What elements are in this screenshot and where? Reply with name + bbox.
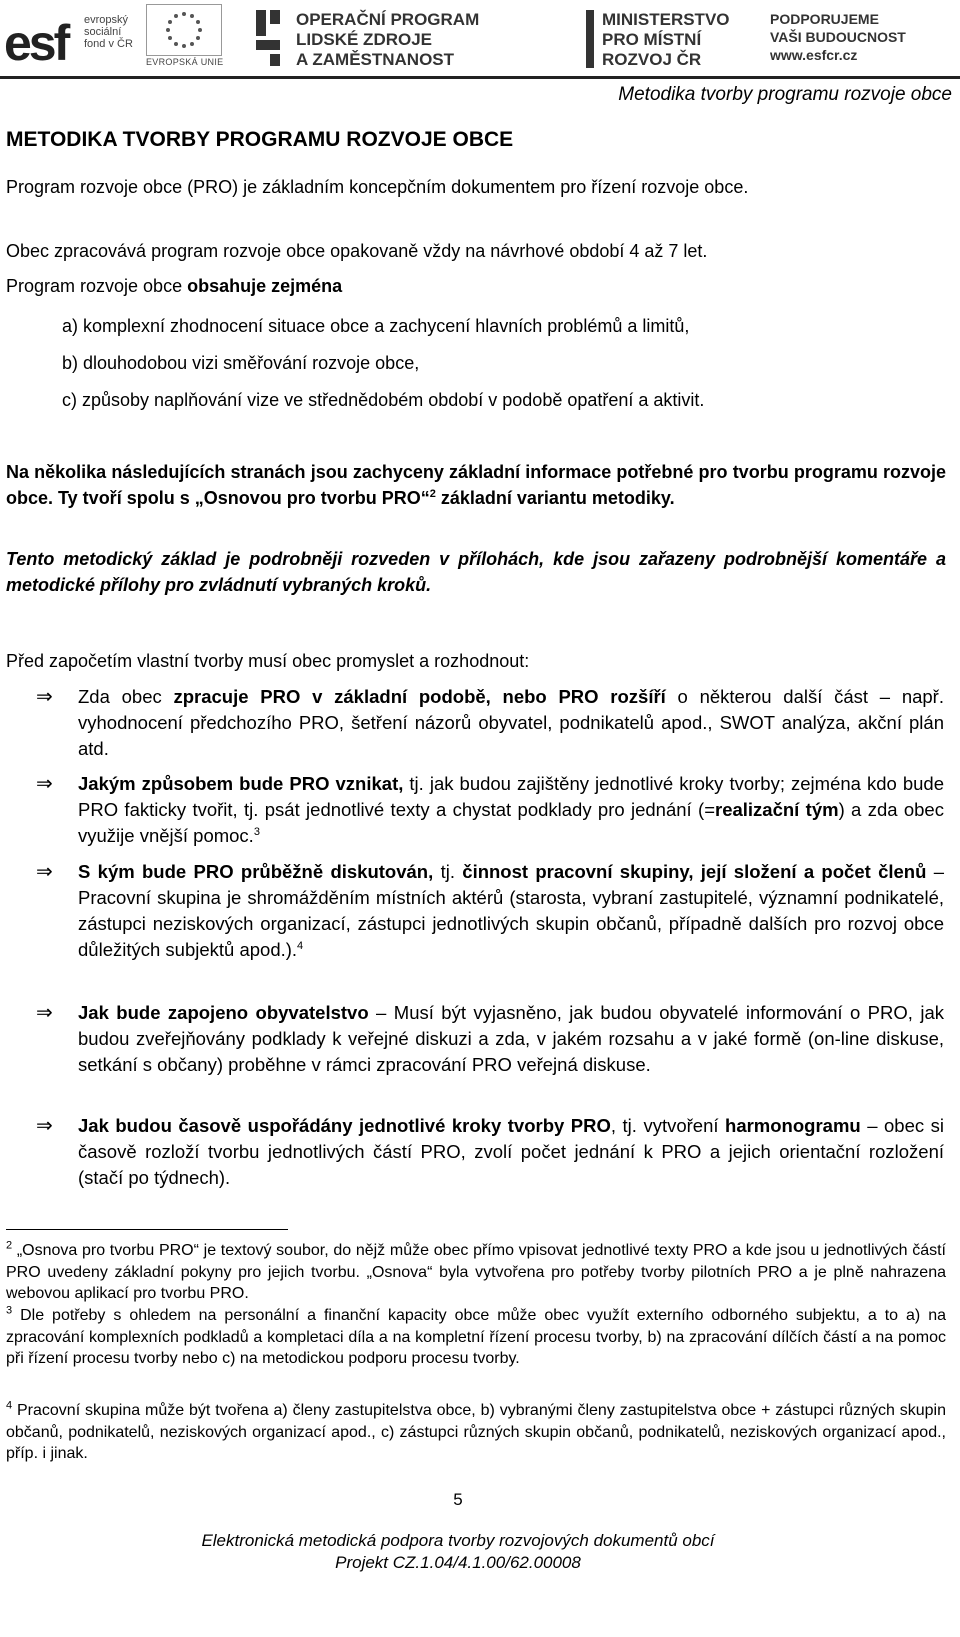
eu-flag-icon [146, 4, 222, 56]
page-header [0, 0, 960, 80]
ministry-logo-text: MINISTERSTVO PRO MÍSTNÍ ROZVOJ ČR [602, 10, 730, 69]
header-divider [0, 76, 960, 79]
esf-caption: evropský sociální fond v ČR [84, 14, 133, 50]
arrow-bullet-icon: ⇒ [36, 686, 53, 708]
footnote-divider [6, 1229, 288, 1230]
paragraph-decide: Před započetím vlastní tvorby musí obec promyslet a rozhodnout: [6, 651, 530, 671]
list-item: c) způsoby naplňování vize ve střednědobém období v podobě opatření a aktivit. [62, 390, 705, 410]
running-title: Metodika tvorby programu rozvoje obce [618, 84, 952, 105]
bullet-item: Jak bude zapojeno obyvatelstvo – Musí být vyjasněno, jak budou obyvatelé informování o PRO, jak budou zveřejňovány podklady k veřejné diskuzi a zda, v jakém rozsahu a v jaké formě (on-line diskuse, setkání s občany) proběhne v rámci zpracování PRO veřejná diskuse. [78, 1002, 944, 1075]
page-title: METODIKA TVORBY PROGRAMU ROZVOJE OBCE [6, 128, 514, 151]
footer-line: Elektronická metodická podpora tvorby rozvojových dokumentů obcí [201, 1531, 715, 1550]
list-item: a) komplexní zhodnocení situace obce a zachycení hlavních problémů a limitů, [62, 316, 690, 336]
footer-line: Projekt CZ.1.04/4.1.00/62.00008 [335, 1553, 581, 1572]
esf-logo-text: esf [4, 15, 68, 70]
op-logo-icon [252, 6, 290, 68]
paragraph-bold-info: Na několika následujících stranách jsou zachyceny základní informace potřebné pro tvorbu programu rozvoje obce. Ty tvoří spolu s „Osnovou pro tvorbu PRO“$^2$ základní variantu metodiky. [6, 462, 946, 508]
paragraph-intro: Program rozvoje obce (PRO) je základním koncepčním dokumentem pro řízení rozvoje obce. [6, 177, 749, 197]
arrow-bullet-icon: ⇒ [36, 1002, 53, 1024]
bullet-item: Zda obec zpracuje PRO v základní podobě, nebo PRO rozšíří o některou další část – např. vyhodnocení předchozího PRO, šetření názorů obyvatel, podnikatelů apod., SWOT analýza, akční plán atd. [78, 686, 944, 759]
paragraph-period: Obec zpracovává program rozvoje obce opakovaně vždy na návrhové období 4 až 7 let. [6, 241, 708, 261]
support-slogan: PODPORUJEME VAŠI BUDOUCNOST www.esfcr.cz [770, 11, 906, 63]
list-item: b) dlouhodobou vizi směřování rozvoje obce, [62, 353, 420, 373]
arrow-bullet-icon: ⇒ [36, 861, 53, 883]
op-logo-text: OPERAČNÍ PROGRAM LIDSKÉ ZDROJE A ZAMĚSTNANOST [296, 10, 480, 69]
paragraph-italic-note: Tento metodický základ je podrobněji rozveden v přílohách, kde jsou zařazeny podrobnější komentáře a metodické přílohy pro zvládnutí vybraných kroků. [6, 549, 946, 595]
eu-caption: EVROPSKÁ UNIE [146, 57, 224, 67]
footnote: $^3$ Dle potřeby s ohledem na personální a finanční kapacity obce může obec využít externího odborného subjektu, a to a) na zpracování komplexních podkladů a kompletaci díla a na kompletní řízení procesu tvorby, b) na zpracování dílčích částí a na pomoc při řízení procesu tvorby nebo c) na metodickou podporu procesu tvorby. [6, 1304, 946, 1367]
footnote: $^4$ Pracovní skupina může být tvořena a) členy zastupitelstva obce, b) vybranými členy zastupitelstva obce + zástupci různých skupin občanů, podnikatelů, neziskových organizací apod., c) zástupci různých skupin občanů, podnikatelů, neziskových organizací apod., příp. i jinak. [6, 1399, 946, 1462]
page-number: 5 [453, 1490, 463, 1509]
bullet-item: S kým bude PRO průběžně diskutován, tj. činnost pracovní skupiny, její složení a počet členů – Pracovní skupina je shromážděním místních aktérů (starosta, vybraní zastupitelé, významní podnikatelé, zástupci neziskových organizací, zástupci jednotlivých skupin občanů, případně dalších pro rozvoj obce důležitých subjektů apod.).$^4$ [78, 861, 945, 960]
ministry-logo-bar [586, 10, 594, 68]
arrow-bullet-icon: ⇒ [36, 773, 53, 795]
bullet-item: Jak budou časově uspořádány jednotlivé kroky tvorby PRO, tj. vytvoření harmonogramu – obec si časově rozloží tvorbu jednotlivých částí PRO, zvolí počet jednání k PRO a jejich orientační rozložení (stačí po týdnech). [78, 1115, 944, 1188]
footnote: $^2$ „Osnova pro tvorbu PRO“ je textový soubor, do nějž může obec přímo vpisovat jednotlivé texty PRO a kde jsou u jednotlivých částí PRO uvedeny základní pokyny pro jejich tvorbu. „Osnova“ byla vytvořena pro potřeby tvorby pilotních PRO a je plně nahrazena webovou aplikací pro tvorbu PRO. [6, 1239, 946, 1302]
arrow-bullet-icon: ⇒ [36, 1115, 53, 1137]
esf-logo [4, 4, 80, 70]
paragraph-contents: Program rozvoje obce obsahuje zejména [6, 276, 343, 296]
bullet-item: Jakým způsobem bude PRO vznikat, tj. jak budou zajištěny jednotlivé kroky tvorby; zejména kdo bude PRO fakticky tvořit, tj. psát jednotlivé texty a chystat podklady pro jednání (=realizační tým) a zda obec využije vnější pomoc.$^3$ [78, 773, 944, 846]
